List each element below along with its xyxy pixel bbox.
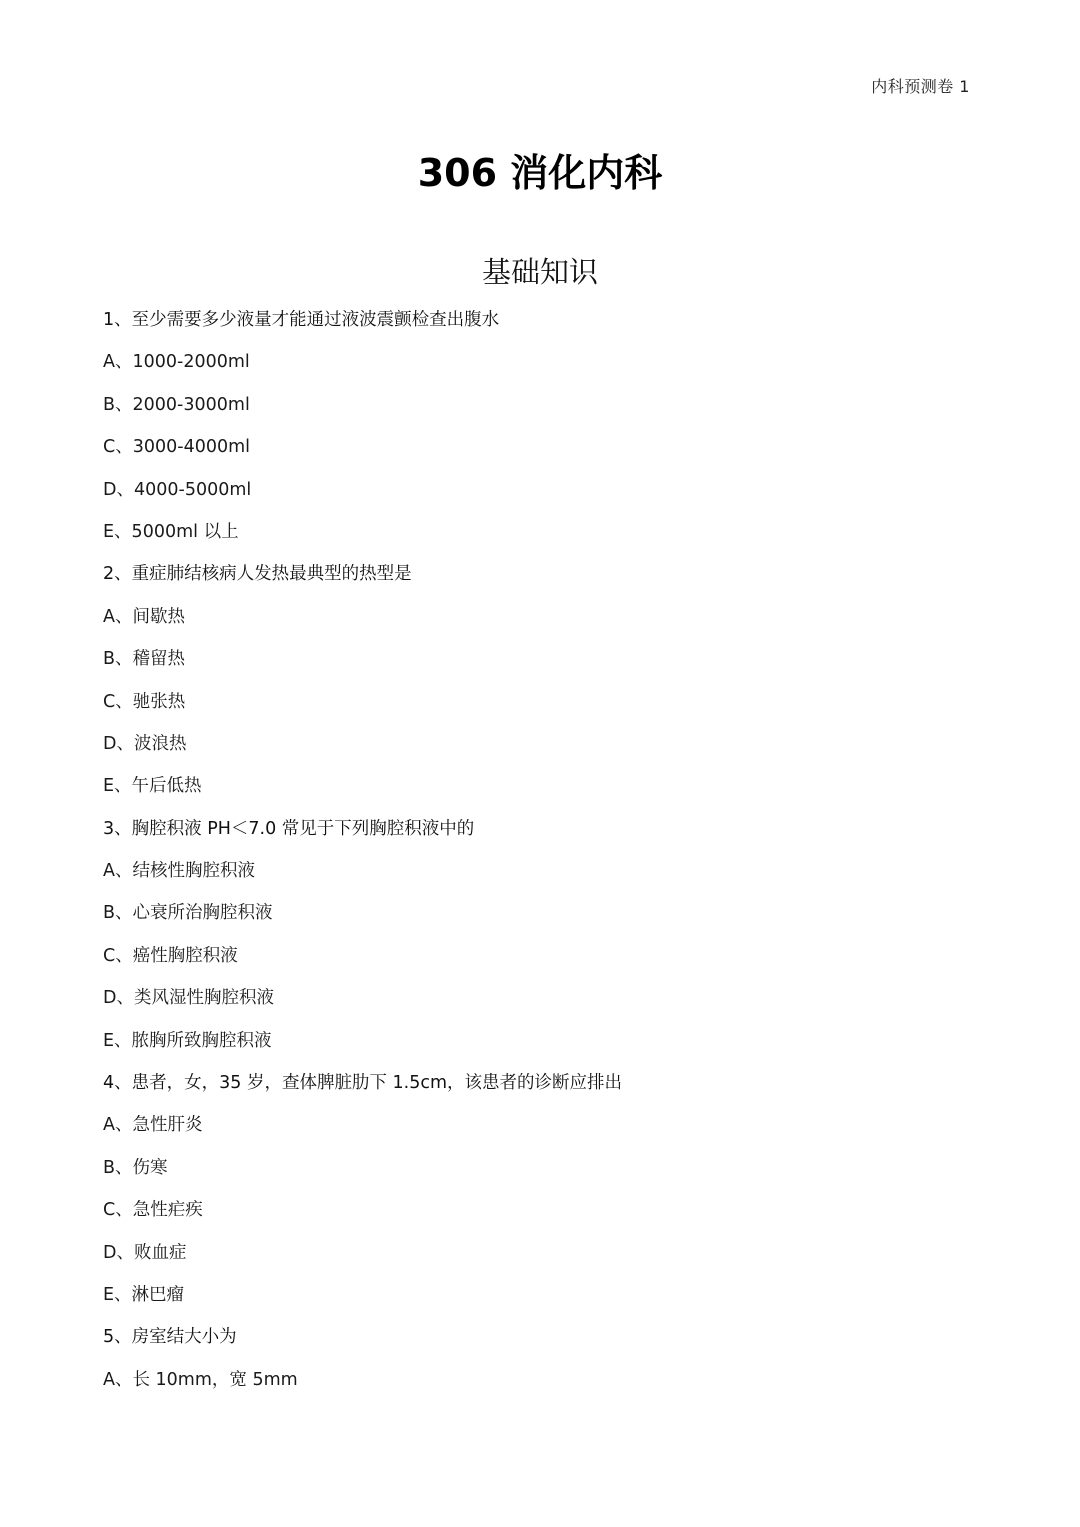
option-1c: C、3000-4000ml xyxy=(103,437,251,458)
option-2c: C、驰张热 xyxy=(103,691,186,712)
option-4a: A、急性肝炎 xyxy=(103,1115,203,1136)
option-5a: A、长 10mm，宽 5mm xyxy=(103,1369,298,1390)
option-2d: D、波浪热 xyxy=(103,733,187,754)
question-2: 2、重症肺结核病人发热最典型的热型是 xyxy=(103,564,412,585)
question-5: 5、房室结大小为 xyxy=(103,1327,237,1348)
question-1: 1、至少需要多少液量才能通过液波震颤检查出腹水 xyxy=(103,310,500,330)
option-1d: D、4000-5000ml xyxy=(103,479,252,500)
option-2a: A、间歇热 xyxy=(103,606,185,627)
document-title: 306 消化内科 xyxy=(417,151,663,195)
option-4d: D、败血症 xyxy=(103,1242,187,1263)
option-3e: E、脓胸所致胸腔积液 xyxy=(103,1030,272,1051)
option-3c: C、癌性胸腔积液 xyxy=(103,945,238,966)
option-2b: B、稽留热 xyxy=(103,649,186,670)
question-3: 3、胸腔积液 PH＜7.0 常见于下列胸腔积液中的 xyxy=(103,818,475,839)
option-4e: E、淋巴瘤 xyxy=(103,1284,185,1305)
question-4: 4、患者，女，35 岁，查体脾脏肋下 1.5cm，该患者的诊断应排出 xyxy=(103,1073,623,1094)
running-header: 内科预测卷 1 xyxy=(871,77,970,96)
option-1a: A、1000-2000ml xyxy=(103,352,250,373)
option-3b: B、心衰所治胸腔积液 xyxy=(103,903,273,924)
option-4c: C、急性疟疾 xyxy=(103,1200,203,1221)
option-3a: A、结核性胸腔积液 xyxy=(103,861,255,882)
option-1e: E、5000ml 以上 xyxy=(103,521,239,542)
option-2e: E、午后低热 xyxy=(103,776,202,797)
option-1b: B、2000-3000ml xyxy=(103,394,250,415)
question-list xyxy=(103,306,983,1408)
option-4b: B、伤寒 xyxy=(103,1157,168,1178)
option-3d: D、类风湿性胸腔积液 xyxy=(103,988,274,1009)
section-title: 基础知识 xyxy=(481,255,598,289)
